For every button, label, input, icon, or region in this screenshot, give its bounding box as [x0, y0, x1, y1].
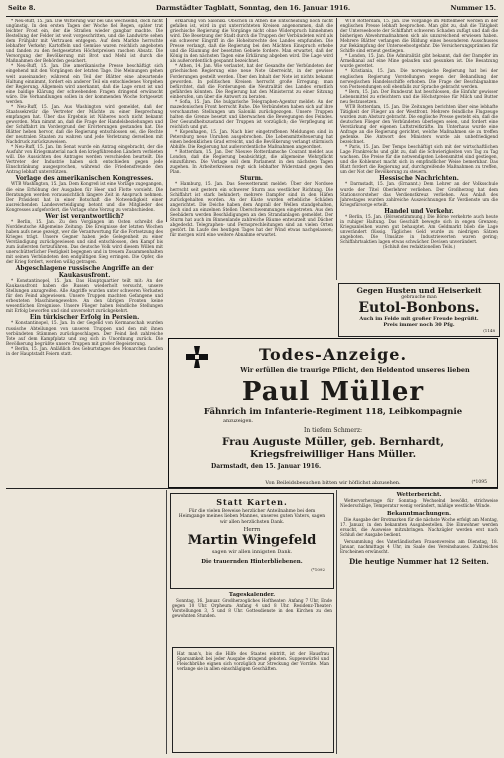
column-rule — [166, 490, 167, 754]
ad-headline: Statt Karten. — [216, 497, 288, 507]
notice-text: Von Beileidsbesuchen bitten wir höflichst abzusehen. — [265, 480, 401, 486]
article: * Berlin, 15. Jan. Zu den Vorgängen im Osten schreibt die Norddeutsche Allgemeine Zeitung: Die Ereignisse der letzten Wochen haben aufs neue gezeigt, wer die Verantwortung für die Fortsetzung des Krieges trägt. Unsere Gegner haben jede Gelegenheit zu einer Verständigung zurückgewiesen und sind entschlossen, den Kampf bis zum äußersten fortzuführen. Das deutsche Volk wird diesem Willen mit unerschütterlicher Festigkeit begegnen und in treuem Zusammenhalten mit seinen Verbündeten den endgültigen Sieg erringen. Die Opfer, die der Krieg fordert, werden willig getragen. — [6, 219, 163, 266]
ad-brand: Eutol-Bonbons. — [358, 300, 480, 316]
notice-title: Todes-Anzeige. — [258, 345, 408, 364]
ad-text: Herrn — [243, 527, 261, 534]
column-2 — [170, 19, 333, 281]
ad-text: sagen wir allen innigsten Dank. — [211, 549, 293, 556]
article-headline: Wer ist verantwortlich? — [45, 212, 124, 220]
page-header — [6, 4, 498, 15]
article: * Neu-Ruff, 15. Jan. Aus Washington wird gemeldet, daß der Staatssekretär die Vertreter der Mächte zu einer Besprechung empfangen hat. Über das Ergebnis ist Näheres noch nicht bekannt geworden. Man nimmt an, daß die Frage der Handelsbeziehungen und der Schiffahrt im Vordergrund der Erörterungen gestanden hat. Die Blätter heben hervor, daß die Regierung entschlossen sei, die Rechte der neutralen Staaten zu wahren und jede Verletzung derselben mit Nachdruck zurückzuweisen. — [6, 104, 163, 146]
article: * Kristiania, 15. Jan. Die norwegische Regierung hat bei der englischen Regierung Vorstellungen wegen der Behandlung der norwegischen Handelsschiffe erhoben. Die Frage der Beschlagnahme von Postsendungen soll ebenfalls zur Sprache gebracht werden. — [340, 69, 498, 90]
notice-date: Darmstadt, den 15. Januar 1916. — [211, 463, 322, 470]
column-rule — [336, 18, 337, 280]
article: WTB Rotterdam, 15. Jan. Die Vorgänge im Mittelmeer werden in der englischen Presse lebhaft besprochen. Man gibt zu, daß die Tätigkeit der Unterseeboote der Schiffahrt schweren Schaden zufügt und daß die bisherigen Abwehrmaßnahmen sich als unzureichend erwiesen haben. Mehrere Blätter verlangen die Bildung eines besonderen Ausschusses zur Bekämpfung der Unterseebootgefahr. Die Versicherungsprämien für Schiffe sind erneut gestiegen. — [340, 19, 498, 55]
ad-text: Hat man's, bis die Hilfe des Staates eintritt, ist der Hausfrau Sparsamkeit bei jeder Ausgabe dringend geboten. Suppenwürfel und Fleischbrühe eignen sich vorzüglich zur Streckung der Vorräte. Man verlange sie in allen einschlägigen Geschäften. — [177, 651, 329, 671]
issue-page-count: Die heutige Nummer hat 12 Seiten. — [349, 557, 489, 566]
mourner-name: Kriegsfreiwilliger Hans Müller. — [249, 449, 417, 460]
ad-price: Preis immer noch 30 Pfg. — [383, 322, 455, 328]
ad-code: (1148 — [483, 328, 495, 333]
notice-text: anzuzeigen. — [223, 418, 254, 424]
article: * Neu-Ruff, 15. Jan. Die amerikanische Presse beschäftigt sich eingehend mit den Vorgängen der letzten Tage. Die Meinungen gehen weit auseinander; während ein Teil der Blätter eine abwartende Haltung einnimmt, fordert ein anderer Teil ein entschiedenes Vorgehen der Regierung. Allgemein wird anerkannt, daß die Lage ernst ist und eine baldige Klärung der schwebenden Fragen dringend erwünscht wäre. Die Verhandlungen sollen in der kommenden Woche fortgesetzt werden. — [6, 64, 163, 105]
ad-signature: Die trauernden Hinterbliebenen. — [201, 559, 303, 566]
tageskalender — [172, 592, 332, 642]
masthead-date: Darmstädter Tagblatt, Sonntag, den 16. Januar 1916. — [156, 4, 351, 12]
ad-text: gebrauche man — [401, 295, 437, 300]
header-rule — [6, 16, 498, 17]
notice-subtitle: Wir erfüllen die traurige Pflicht, den Heldentod unseres lieben — [240, 366, 470, 374]
ad-text: Für die vielen Beweise herzlicher Anteilnahme bei dem Heimgange meines lieben Mannes, unseres guten Vaters, sagen wir allen herzlichsten Dank. — [178, 509, 326, 525]
deceased-name: Martin Wingefeld — [187, 533, 317, 549]
page-label: Seite 8. — [8, 4, 36, 12]
editorial-end-note: (Schluß des redaktionellen Teils.) — [382, 244, 456, 250]
article: * London, 15. Jan. Die Admiralität gibt bekannt, daß der Dampfer im Ärmelkanal auf eine Mine gelaufen und gesunken ist. Die Besatzung wurde gerettet. — [340, 54, 498, 70]
article: * Athen, 14. Jan. Wie verlautet, hat der Gesandte der Verbündeten der griechischen Regierung eine neue Note überreicht, in der gewisse Forderungen gestellt werden. Über den Inhalt der Note ist nichts bekannt geworden. In politischen Kreisen herrscht große Erregung; man befürchtet, daß die Forderungen die Neutralität des Landes ernstlich gefährden könnten. Die Regierung hat den Ministerrat zu einer Sitzung einberufen, um über die Antwort zu beraten. — [170, 64, 333, 100]
ad-aufruf — [172, 647, 334, 753]
article: * Hamburg, 15. Jan. Das Seewetteramt meldet: Über der Nordsee herrscht seit gestern ein schwerer Sturm aus westlicher Richtung. Die Schiffahrt ist stark behindert; mehrere Dampfer sind in den Häfen zurückgehalten worden. An der Küste wurden erhebliche Schäden angerichtet. Die Deiche haben dem Anprall der Wellen standgehalten, doch sind an einzelnen Stellen Überschwemmungen eingetreten. Aus den Seebädern werden Beschädigungen an den Strandanlagen gemeldet. Der Sturm hat auch im Binnenlande zahlreiche Bäume entwurzelt und Dächer abgedeckt. Telegraphen- und Fernsprechleitungen sind an vielen Orten gestört. Im Laufe des heutigen Tages hat der Wind etwas nachgelassen; für morgen wird eine weitere Abnahme erwartet. — [170, 182, 333, 238]
ad-code: (*1095 — [471, 480, 487, 485]
section-title: Bekanntmachungen. — [386, 511, 452, 517]
notice-text: In tiefem Schmerz: — [303, 427, 363, 434]
article: WTB Washington, 15. Jan. Dem Kongreß ist eine Vorlage zugegangen, die eine Erhöhung der Ausgaben für Heer und Flotte vorsieht. Die Beratungen werden voraussichtlich längere Zeit in Anspruch nehmen. Der Präsident hat in einer Botschaft die Notwendigkeit einer ausreichenden Landesverteidigung betont und die Mitglieder des Kongresses aufgefordert, die Vorlage ohne Verzug zu verabschieden. — [6, 182, 163, 213]
article: * Darmstadt, 15. Jan. (Ernannt.) Dem Lehrer an der Volksschule wurde der Titel Oberlehrer verliehen. Der Großherzog hat dem Stationsvorsteher das Verdienstkreuz verliehen. Aus Anlaß des Jahrestages wurden zahlreiche Auszeichnungen für Verdienste um die Kriegsfürsorge erteilt. — [340, 182, 498, 208]
article-headline: Handel und Verkehr. — [384, 207, 454, 215]
column-3-bottom — [340, 492, 498, 754]
article: * Berlin, 15. Jan. (Börsenstimmung.) Die Börse verkehrte auch heute in ruhiger Haltung. Das Geschäft bewegte sich in engen Grenzen; Kriegsanleihen waren gut behauptet. Am Geldmarkt blieb die Lage unverändert flüssig. Tägliches Geld wurde zu niedrigen Sätzen angeboten. Die Umsätze in Industriewerten waren gering; Schiffahrtsaktien lagen etwas schwächer. Devisen unverändert. — [340, 214, 498, 245]
section-text: Wettervorhersage für Sonntag: Wechselnd bewölkt, strichweise Niederschläge, Temperatur wenig verändert, mäßige westliche Winde. — [340, 498, 498, 508]
section-title: Tageskalender. — [228, 592, 276, 598]
article-headline: Abgeschlagene russische Angriffe an der Kaukasusfront. — [15, 265, 154, 280]
article-headline: Ein türkischer Erfolg in Persien. — [29, 314, 140, 322]
article-headline: Hessische Nachrichten. — [379, 175, 459, 183]
article: * Neu-Ruff, 15. Jan. Im Senat wurde ein Antrag eingebracht, der die Ausfuhr von Kriegsmaterial nach den kriegführenden Ländern verbieten will. Die Aussichten des Antrages werden verschieden beurteilt. Die Vertreter der Industrie haben sich entschieden gegen jede Einschränkung ausgesprochen, während die Friedensfreunde den Antrag lebhaft unterstützen. — [6, 145, 163, 176]
article: * Konstantinopel, 15. Jan. Das Hauptquartier teilt mit: An der Kaukasusfront haben die Russen wiederholt versucht, unsere Stellungen anzugreifen. Alle Angriffe wurden unter schweren Verlusten für den Feind abgewiesen. Unsere Truppen machten Gefangene und erbeuteten Maschinengewehre. An den übrigen Fronten keine wesentlichen Ereignisse. Unsere Flieger haben feindliche Stellungen mit Erfolg beworfen und sind unversehrt zurückgekehrt. — [6, 279, 163, 315]
article: * Bern, 15. Jan. Der Bundesrat hat beschlossen, die Einfuhr gewisser Lebensmittel zu erleichtern und die Höchstpreise für Milch und Butter neu festzusetzen. — [340, 89, 498, 105]
article: * Berlin, 15. Jan. Anläßlich des Geburtstages des Monarchen fanden in der Hauptstadt Feiern statt. — [6, 346, 163, 357]
article: * Paris, 15. Jan. Der Temps beschäftigt sich mit der wirtschaftlichen Lage Frankreichs und gibt zu, daß die Schwierigkeiten von Tag zu Tag wachsen. Die Preise für die notwendigsten Lebensmittel sind gestiegen, und die Kohlennot macht sich in empfindlicher Weise bemerkbar. Das Blatt fordert die Regierung auf, durchgreifende Maßnahmen zu treffen, um der Not der Bevölkerung zu steuern. — [340, 145, 498, 176]
article: * Sofia, 15. Jan. Die bulgarische Telegraphen-Agentur meldet: An der mazedonischen Front herrscht Ruhe. Die Verbündeten haben sich auf ihre verschanzten Stellungen um Saloniki zurückgezogen. Unsere Truppen halten die Grenze besetzt und überwachen die Bewegungen des Feindes. Der Gesundheitszustand der Truppen ist vorzüglich; die Verpflegung ist reichlich und gut. — [170, 99, 333, 130]
section-text: Versammlung des Vaterländischen Frauenvereins am Dienstag, 18. Januar, nachmittags 4 Uhr, im Saale des Vereinshauses. Zahlreiches Erscheinen erwünscht. — [340, 539, 498, 554]
column-1 — [6, 19, 163, 755]
article-headline: Vorlage des amerikanischen Kongresses. — [15, 175, 154, 183]
ad-code: (*1092 — [311, 567, 325, 572]
article-headline: Sturm. — [239, 175, 264, 183]
section-text: Sonntag, 16. Januar. Großherzogliches Hoftheater: Anfang 7 Uhr, Ende gegen 10 Uhr. Orpheum: Anfang 4 und 8 Uhr. Residenz-Theater: Vorstellungen 3, 5 und 8 Uhr. Gottesdienste in den Kirchen zu den gewohnten Stunden. — [172, 598, 332, 618]
ad-headline: Gegen Husten und Heiserkeit — [356, 286, 482, 295]
column-rule — [336, 490, 337, 754]
article: * Konstantinopel, 15. Jan. In der Gegend von Kermanschah wurden russische Abteilungen von unseren Truppen und den mit ihnen verbündeten Stämmen zurückgeschlagen. Der Feind ließ zahlreiche Tote auf dem Kampfplatz und zog sich in Unordnung zurück. Die Bevölkerung begrüßte unsere Truppen mit großer Begeisterung. — [6, 321, 163, 347]
ad-statt-karten — [170, 493, 334, 589]
ad-eutol-bonbons — [338, 283, 500, 337]
section-text: Die Ausgabe der Brotmarken für die nächste Woche erfolgt am Montag, 17. Januar, in den bekannten Ausgabestellen. Die Einwohner werden ersucht, die Ausweise mitzubringen. Nachzügler werden erst nach Schluß der Ausgabe bedient. — [340, 517, 498, 537]
article: * Rotterdam, 15. Jan. Der Nieuwe Rotterdamsche Courant meldet aus London, daß die Regierung beabsichtigt, die allgemeine Wehrpflicht einzuführen. Die Vorlage soll dem Parlament in den nächsten Tagen zugehen. In Arbeiterkreisen regt sich lebhafter Widerstand gegen den Plan. — [170, 150, 333, 176]
section-rule — [6, 488, 498, 489]
article: * Neu-Ruff, 15. Jan. Die Witterung war bei uns wechselnd, doch nicht ungünstig. In den ersten Tagen der Woche fiel Regen, später trat leichter Frost ein, der die Straßen wieder gangbar machte. Die Bestellung der Felder ist weit vorgeschritten, und die Landwirte sehen dem Frühjahr mit Vertrauen entgegen. Auf dem Markte herrschte lebhafter Verkehr; Kartoffeln und Gemüse waren reichlich angeboten und fanden zu den festgesetzten Höchstpreisen raschen Absatz. Die Versorgung der Bevölkerung mit Brot und Mehl ist durch die Maßnahmen der Behörden gesichert. — [6, 19, 163, 65]
deceased-name: Paul Müller — [241, 377, 425, 407]
ad-text: Auch im Felde mit großer Freude begrüßt. — [359, 316, 479, 322]
issue-number: Nummer 15. — [450, 4, 496, 12]
deceased-rank: Fähnrich im Infanterie-Regiment 118, Leibkompagnie — [203, 407, 463, 417]
article: * Kopenhagen, 15. Jan. Nach hier eingetroffenen Meldungen sind in Petersburg neue Unruhen ausgebrochen. Die Lebensmittelteuerung hat einen bedenklichen Grad erreicht, und die Bevölkerung verlangt stürmisch Abhilfe. Die Regierung hat außerordentliche Maßnahmen angeordnet. — [170, 130, 333, 151]
article: erklärung von Saloniki. Obschon in Athen die Entscheidung noch nicht gefallen ist, wird in gut unterrichteten Kreisen angenommen, daß die griechische Regierung die Vorgänge nicht ohne Widerspruch hinnehmen wird. Die Besetzung der Stadt durch die Truppen der Verbündeten wird als ein schwerer Eingriff in die Hoheitsrechte des Landes empfunden. Die Presse verlangt, daß die Regierung bei den Mächten Einspruch erhebe und die Räumung der besetzten Gebiete fordere. Man erwartet, daß der König in den nächsten Tagen eine Erklärung abgeben wird. Die Lage wird als außerordentlich gespannt bezeichnet. — [170, 19, 333, 65]
death-notice — [168, 338, 498, 488]
column-3 — [340, 19, 498, 280]
section-title: Wetterbericht. — [396, 492, 442, 498]
article: WTB Rotterdam, 15. Jan. Die Zeitungen berichten über eine lebhafte Tätigkeit der Flieger an der Westfront. Mehrere feindliche Flugzeuge wurden zum Absturz gebracht. Die englische Presse gesteht ein, daß die deutschen Flieger den Verbündeten überlegen seien, und fordert eine Verstärkung der eigenen Luftstreitkräfte. Im Unterhaus wurde eine Anfrage an die Regierung gerichtet, welche Maßnahmen sie zu treffen gedenke. Die Antwort des Ministers wurde als unbefriedigend bezeichnet. — [340, 104, 498, 146]
column-rule — [166, 18, 167, 222]
mourner-name: Frau Auguste Müller, geb. Bernhardt, — [222, 436, 444, 448]
